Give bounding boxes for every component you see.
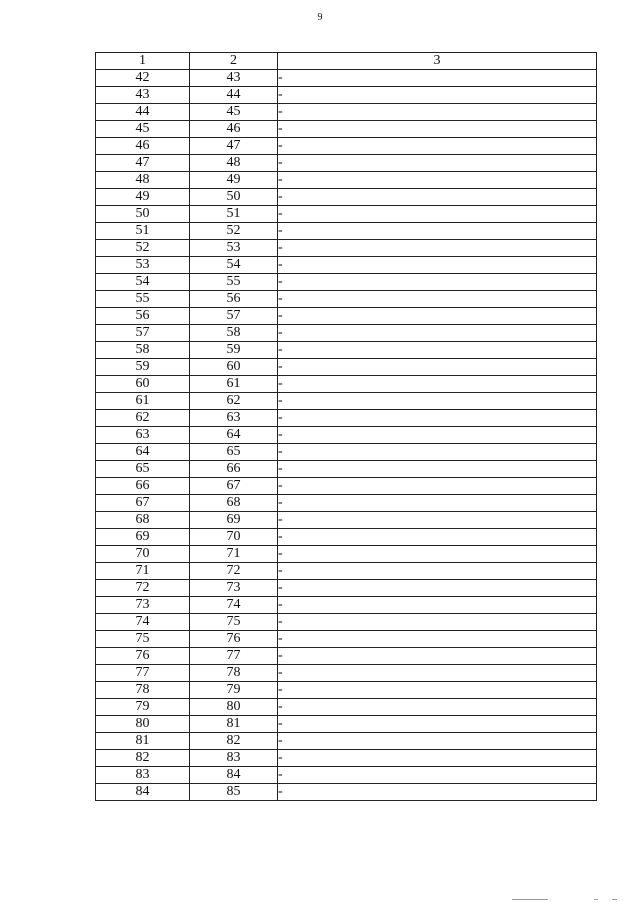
cell-col3: -: [278, 580, 597, 597]
cell-col3: -: [278, 325, 597, 342]
cell-col3: -: [278, 223, 597, 240]
cell-col2: 77: [190, 648, 278, 665]
cell-col3: -: [278, 410, 597, 427]
cell-col1: 49: [96, 189, 190, 206]
cell-col3: -: [278, 427, 597, 444]
cell-col2: 54: [190, 257, 278, 274]
cell-col3: -: [278, 716, 597, 733]
cell-col2: 57: [190, 308, 278, 325]
table-row: [96, 308, 597, 325]
cell-col1: 80: [96, 716, 190, 733]
cell-col1: 63: [96, 427, 190, 444]
cell-col2: 78: [190, 665, 278, 682]
cell-col3: -: [278, 648, 597, 665]
cell-col2: 71: [190, 546, 278, 563]
table-row: [96, 444, 597, 461]
cell-col2: 61: [190, 376, 278, 393]
cell-col1: 50: [96, 206, 190, 223]
table-row: [96, 240, 597, 257]
footer-scan-mark: [512, 899, 548, 900]
cell-col3: -: [278, 104, 597, 121]
cell-col3: -: [278, 155, 597, 172]
table-row: [96, 512, 597, 529]
page-number: 9: [317, 12, 323, 23]
table-row: [96, 189, 597, 206]
cell-col2: 64: [190, 427, 278, 444]
cell-col3: -: [278, 495, 597, 512]
cell-col2: 65: [190, 444, 278, 461]
table-row: [96, 750, 597, 767]
cell-col1: 61: [96, 393, 190, 410]
cell-col2: 72: [190, 563, 278, 580]
cell-col3: -: [278, 240, 597, 257]
cell-col2: 53: [190, 240, 278, 257]
cell-col1: 58: [96, 342, 190, 359]
table-row: [96, 325, 597, 342]
cell-col2: 51: [190, 206, 278, 223]
cell-col2: 45: [190, 104, 278, 121]
cell-col2: 56: [190, 291, 278, 308]
table-row: [96, 342, 597, 359]
cell-col2: 48: [190, 155, 278, 172]
cell-col3: -: [278, 665, 597, 682]
cell-col1: 51: [96, 223, 190, 240]
table-row: [96, 682, 597, 699]
cell-col2: 47: [190, 138, 278, 155]
table-row: [96, 291, 597, 308]
table-row: [96, 427, 597, 444]
cell-col1: 47: [96, 155, 190, 172]
table-row: [96, 104, 597, 121]
cell-col3: -: [278, 461, 597, 478]
cell-col1: 67: [96, 495, 190, 512]
cell-col1: 82: [96, 750, 190, 767]
table-row: [96, 206, 597, 223]
cell-col3: -: [278, 359, 597, 376]
table-row: [96, 257, 597, 274]
cell-col1: 78: [96, 682, 190, 699]
cell-col1: 44: [96, 104, 190, 121]
cell-col2: 60: [190, 359, 278, 376]
cell-col3: -: [278, 682, 597, 699]
cell-col1: 64: [96, 444, 190, 461]
table-row: [96, 461, 597, 478]
column-header-3: 3: [278, 53, 597, 70]
table-row: [96, 87, 597, 104]
cell-col3: -: [278, 478, 597, 495]
header-row: [96, 53, 597, 70]
cell-col1: 57: [96, 325, 190, 342]
table-row: [96, 546, 597, 563]
cell-col2: 50: [190, 189, 278, 206]
table-row: [96, 70, 597, 87]
table-row: [96, 699, 597, 716]
cell-col1: 83: [96, 767, 190, 784]
cell-col3: -: [278, 138, 597, 155]
footer-scan-mark: [594, 899, 598, 900]
cell-col1: 73: [96, 597, 190, 614]
cell-col1: 68: [96, 512, 190, 529]
cell-col1: 75: [96, 631, 190, 648]
cell-col2: 85: [190, 784, 278, 801]
cell-col2: 62: [190, 393, 278, 410]
table-row: [96, 597, 597, 614]
table-row: [96, 376, 597, 393]
cell-col1: 69: [96, 529, 190, 546]
table-row: [96, 172, 597, 189]
cell-col2: 70: [190, 529, 278, 546]
cell-col2: 59: [190, 342, 278, 359]
cell-col2: 83: [190, 750, 278, 767]
cell-col1: 45: [96, 121, 190, 138]
cell-col3: -: [278, 70, 597, 87]
table-row: [96, 393, 597, 410]
cell-col2: 75: [190, 614, 278, 631]
cell-col3: -: [278, 274, 597, 291]
cell-col1: 65: [96, 461, 190, 478]
data-table: [95, 52, 597, 801]
cell-col1: 62: [96, 410, 190, 427]
cell-col1: 84: [96, 784, 190, 801]
cell-col1: 56: [96, 308, 190, 325]
cell-col2: 82: [190, 733, 278, 750]
cell-col1: 46: [96, 138, 190, 155]
cell-col1: 60: [96, 376, 190, 393]
cell-col1: 74: [96, 614, 190, 631]
table-row: [96, 784, 597, 801]
cell-col2: 63: [190, 410, 278, 427]
cell-col3: -: [278, 257, 597, 274]
table-body: [96, 70, 597, 801]
cell-col1: 55: [96, 291, 190, 308]
cell-col1: 42: [96, 70, 190, 87]
table-row: [96, 155, 597, 172]
cell-col2: 49: [190, 172, 278, 189]
table-row: [96, 665, 597, 682]
cell-col1: 79: [96, 699, 190, 716]
cell-col3: -: [278, 529, 597, 546]
cell-col2: 52: [190, 223, 278, 240]
table-row: [96, 138, 597, 155]
cell-col2: 80: [190, 699, 278, 716]
cell-col1: 70: [96, 546, 190, 563]
cell-col3: -: [278, 597, 597, 614]
table-row: [96, 563, 597, 580]
cell-col3: -: [278, 206, 597, 223]
cell-col2: 79: [190, 682, 278, 699]
cell-col1: 72: [96, 580, 190, 597]
cell-col1: 52: [96, 240, 190, 257]
cell-col2: 81: [190, 716, 278, 733]
cell-col2: 74: [190, 597, 278, 614]
cell-col3: -: [278, 172, 597, 189]
table-row: [96, 359, 597, 376]
cell-col3: -: [278, 767, 597, 784]
cell-col1: 43: [96, 87, 190, 104]
cell-col1: 71: [96, 563, 190, 580]
table-row: [96, 495, 597, 512]
footer-scan-mark: [612, 899, 617, 900]
cell-col1: 59: [96, 359, 190, 376]
cell-col2: 43: [190, 70, 278, 87]
cell-col2: 44: [190, 87, 278, 104]
table-row: [96, 580, 597, 597]
cell-col2: 58: [190, 325, 278, 342]
cell-col3: -: [278, 546, 597, 563]
cell-col3: -: [278, 614, 597, 631]
cell-col1: 66: [96, 478, 190, 495]
cell-col1: 81: [96, 733, 190, 750]
cell-col3: -: [278, 631, 597, 648]
table-row: [96, 767, 597, 784]
cell-col3: -: [278, 699, 597, 716]
table-row: [96, 648, 597, 665]
cell-col3: -: [278, 87, 597, 104]
cell-col2: 76: [190, 631, 278, 648]
cell-col3: -: [278, 376, 597, 393]
table-row: [96, 410, 597, 427]
cell-col1: 77: [96, 665, 190, 682]
cell-col2: 68: [190, 495, 278, 512]
table-row: [96, 529, 597, 546]
cell-col2: 55: [190, 274, 278, 291]
cell-col1: 54: [96, 274, 190, 291]
column-header-2: 2: [190, 53, 278, 70]
column-header-1: 1: [96, 53, 190, 70]
cell-col1: 76: [96, 648, 190, 665]
cell-col3: -: [278, 733, 597, 750]
cell-col3: -: [278, 563, 597, 580]
cell-col2: 73: [190, 580, 278, 597]
cell-col3: -: [278, 444, 597, 461]
table-row: [96, 716, 597, 733]
table-row: [96, 274, 597, 291]
table-row: [96, 631, 597, 648]
cell-col2: 84: [190, 767, 278, 784]
cell-col3: -: [278, 342, 597, 359]
table-row: [96, 223, 597, 240]
cell-col3: -: [278, 291, 597, 308]
cell-col1: 48: [96, 172, 190, 189]
cell-col3: -: [278, 784, 597, 801]
cell-col2: 67: [190, 478, 278, 495]
cell-col2: 66: [190, 461, 278, 478]
table-row: [96, 733, 597, 750]
cell-col2: 46: [190, 121, 278, 138]
cell-col2: 69: [190, 512, 278, 529]
cell-col3: -: [278, 512, 597, 529]
table-row: [96, 478, 597, 495]
cell-col3: -: [278, 308, 597, 325]
cell-col3: -: [278, 121, 597, 138]
cell-col1: 53: [96, 257, 190, 274]
cell-col3: -: [278, 393, 597, 410]
table-row: [96, 614, 597, 631]
cell-col3: -: [278, 750, 597, 767]
table-row: [96, 121, 597, 138]
cell-col3: -: [278, 189, 597, 206]
